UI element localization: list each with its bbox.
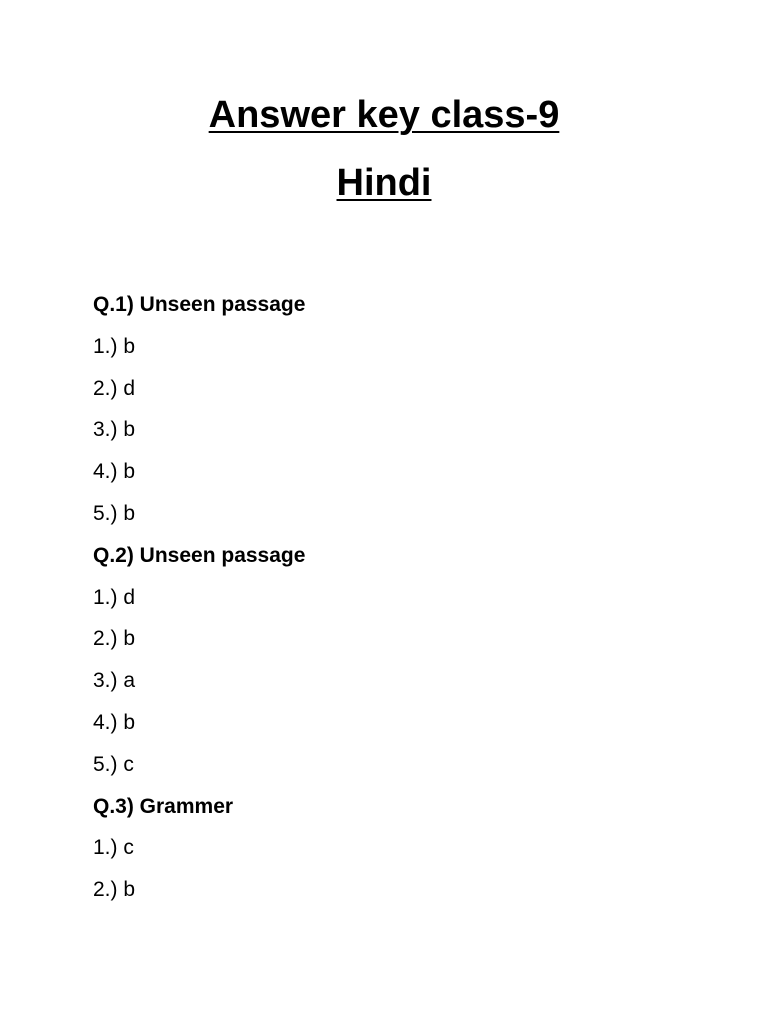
answer-item: 1.) c — [93, 836, 134, 860]
answer-item: 5.) c — [93, 752, 134, 776]
section-heading: Q.2) Unseen passage — [93, 543, 306, 567]
answer-item: 3.) b — [93, 418, 136, 442]
answer-item: 2.) b — [93, 878, 136, 902]
answer-item: 4.) b — [93, 460, 136, 484]
answer-item: 3.) a — [93, 669, 136, 693]
document-subject: Hindi — [336, 162, 432, 204]
section-heading: Q.1) Unseen passage — [93, 293, 306, 316]
document-title: Answer key class-9 — [208, 94, 560, 136]
answer-item: 1.) b — [93, 334, 136, 358]
answer-item: 5.) b — [93, 501, 136, 525]
section-heading: Q.3) Grammer — [93, 794, 234, 818]
answer-item: 1.) d — [93, 585, 136, 609]
answer-list — [93, 290, 693, 917]
answer-item: 4.) b — [93, 710, 136, 734]
answer-item: 2.) b — [93, 627, 136, 651]
answer-item: 2.) d — [93, 376, 136, 400]
